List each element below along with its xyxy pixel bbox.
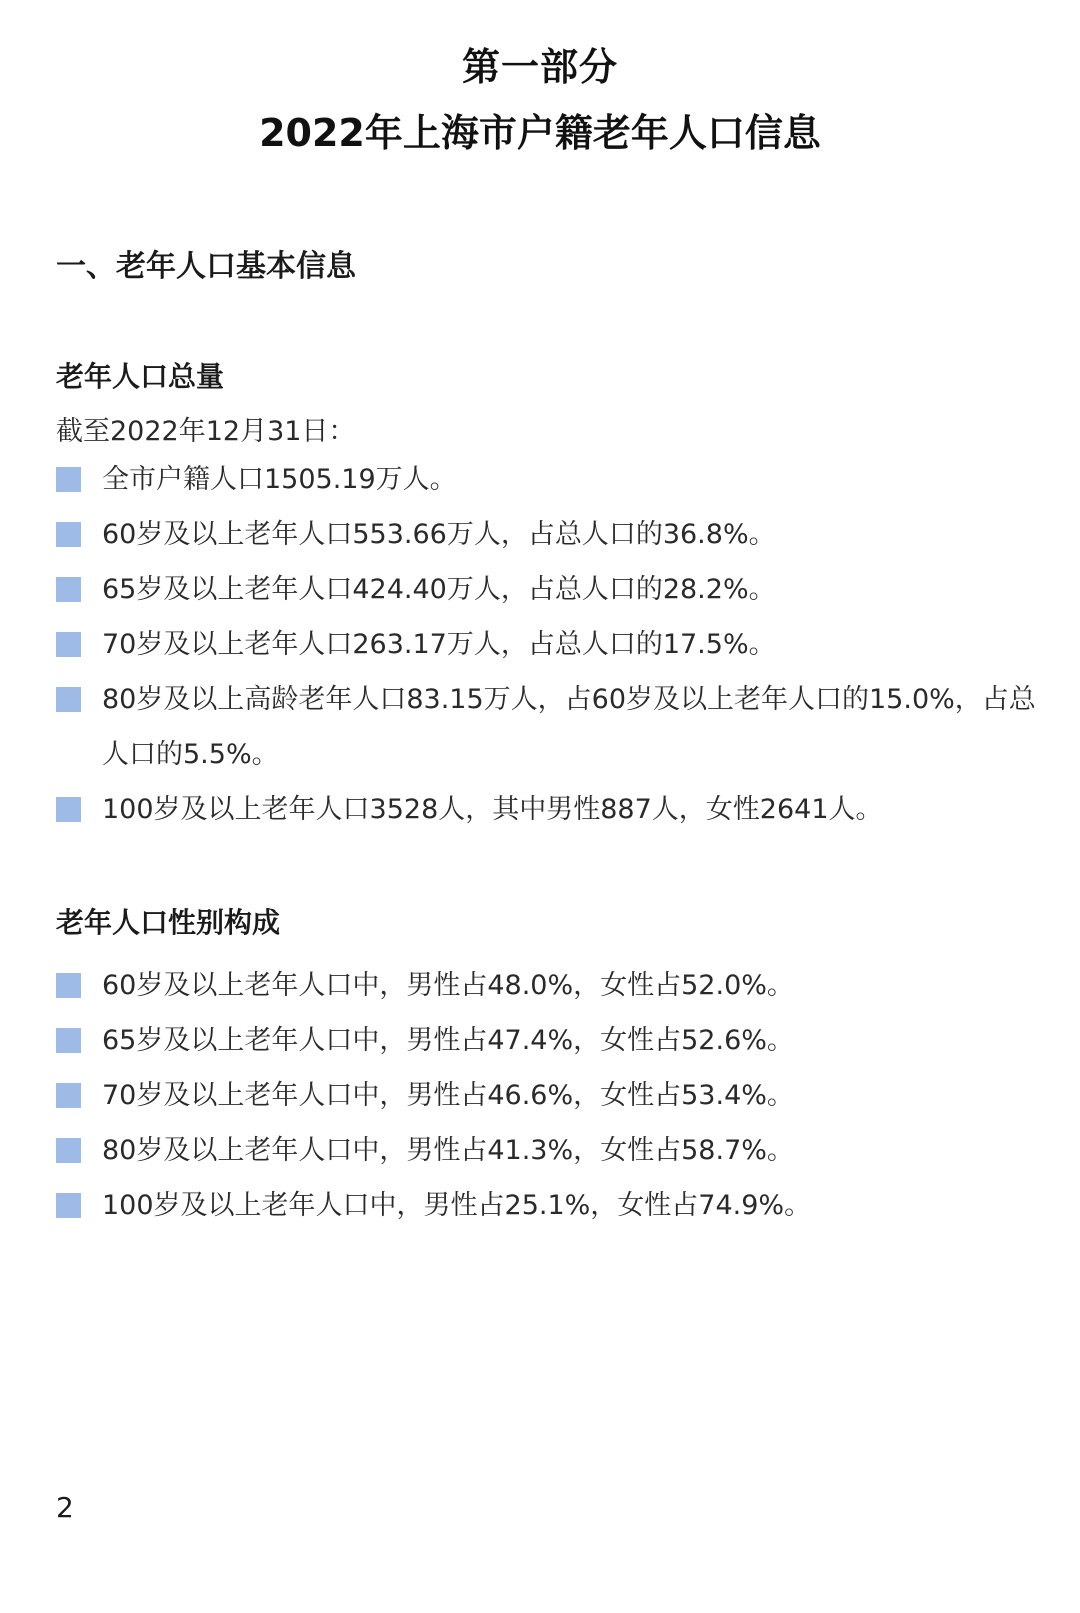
square-bullet-icon xyxy=(56,1193,81,1218)
elderly-total-list xyxy=(56,452,1036,837)
square-bullet-icon xyxy=(56,1083,81,1108)
list-item-text: 100岁及以上老年人口3528人，其中男性887人，女性2641人。 xyxy=(102,794,883,825)
list-item-text: 60岁及以上老年人口553.66万人，占总人口的36.8%。 xyxy=(102,519,776,550)
elderly-total-heading: 老年人口总量 xyxy=(56,360,225,393)
date-intro: 截至2022年12月31日： xyxy=(56,416,356,447)
square-bullet-icon xyxy=(56,687,81,712)
elderly-gender-heading: 老年人口性别构成 xyxy=(56,906,281,939)
list-item xyxy=(56,782,1036,837)
list-item xyxy=(56,1123,1036,1178)
square-bullet-icon xyxy=(56,522,81,547)
list-item-text: 80岁及以上老年人口中，男性占41.3%，女性占58.7%。 xyxy=(102,1135,794,1166)
list-item-text: 全市户籍人口1505.19万人。 xyxy=(102,464,457,495)
square-bullet-icon xyxy=(56,797,81,822)
square-bullet-icon xyxy=(56,632,81,657)
section-heading: 一、老年人口基本信息 xyxy=(56,249,356,284)
square-bullet-icon xyxy=(56,467,81,492)
square-bullet-icon xyxy=(56,1028,81,1053)
list-item xyxy=(56,672,1036,782)
list-item-text: 65岁及以上老年人口424.40万人，占总人口的28.2%。 xyxy=(102,574,776,605)
square-bullet-icon xyxy=(56,1138,81,1163)
square-bullet-icon xyxy=(56,973,81,998)
list-item xyxy=(56,617,1036,672)
list-item-text: 80岁及以上高龄老年人口83.15万人，占60岁及以上老年人口的15.0%，占总人口的5.5%。 xyxy=(102,684,1036,770)
document-header xyxy=(0,40,1080,160)
square-bullet-icon xyxy=(56,577,81,602)
list-item xyxy=(56,1068,1036,1123)
list-item-text: 60岁及以上老年人口中，男性占48.0%，女性占52.0%。 xyxy=(102,970,794,1001)
part-label: 第一部分 xyxy=(461,45,618,89)
list-item-text: 70岁及以上老年人口中，男性占46.6%，女性占53.4%。 xyxy=(102,1080,794,1111)
list-item xyxy=(56,452,1036,507)
list-item xyxy=(56,1178,1036,1233)
page-title: 2022年上海市户籍老年人口信息 xyxy=(259,111,821,155)
list-item xyxy=(56,562,1036,617)
elderly-gender-list xyxy=(56,958,1036,1233)
list-item-text: 70岁及以上老年人口263.17万人，占总人口的17.5%。 xyxy=(102,629,776,660)
list-item xyxy=(56,1013,1036,1068)
list-item-text: 100岁及以上老年人口中，男性占25.1%，女性占74.9%。 xyxy=(102,1190,812,1221)
list-item xyxy=(56,958,1036,1013)
list-item xyxy=(56,507,1036,562)
list-item-text: 65岁及以上老年人口中，男性占47.4%，女性占52.6%。 xyxy=(102,1025,794,1056)
page-number: 2 xyxy=(56,1491,74,1524)
elderly-gender-block xyxy=(56,903,1036,1233)
elderly-total-block xyxy=(56,357,1036,837)
